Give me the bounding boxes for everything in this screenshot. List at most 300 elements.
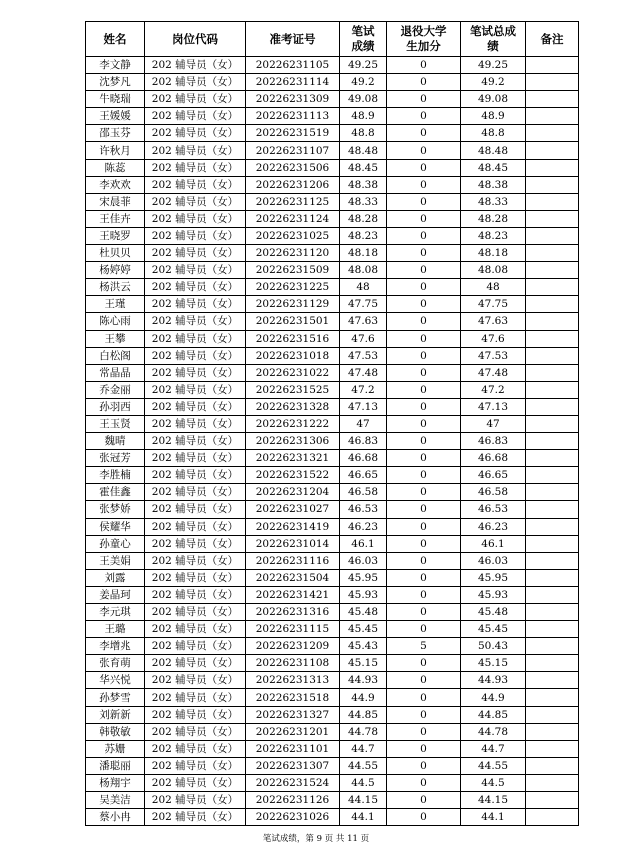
cell-name: 杨洪云 bbox=[86, 279, 145, 296]
cell-name: 张梦娇 bbox=[86, 501, 145, 518]
cell-exam-id: 20226231327 bbox=[246, 706, 340, 723]
cell-written-score: 47.6 bbox=[340, 330, 387, 347]
table-row bbox=[86, 330, 579, 347]
cell-remark bbox=[526, 501, 579, 518]
cell-remark bbox=[526, 740, 579, 757]
table-row bbox=[86, 774, 579, 791]
cell-remark bbox=[526, 484, 579, 501]
cell-written-score: 48.8 bbox=[340, 125, 387, 142]
cell-name: 李增兆 bbox=[86, 638, 145, 655]
table-row bbox=[86, 604, 579, 621]
cell-position: 202 辅导员（女） bbox=[145, 210, 246, 227]
cell-remark bbox=[526, 381, 579, 398]
cell-name: 侯耀华 bbox=[86, 518, 145, 535]
cell-remark bbox=[526, 330, 579, 347]
cell-bonus: 0 bbox=[387, 142, 461, 159]
cell-total: 50.43 bbox=[461, 638, 526, 655]
cell-name: 孙梦雪 bbox=[86, 689, 145, 706]
cell-exam-id: 20226231504 bbox=[246, 569, 340, 586]
cell-remark bbox=[526, 313, 579, 330]
cell-remark bbox=[526, 142, 579, 159]
cell-exam-id: 20226231201 bbox=[246, 723, 340, 740]
cell-position: 202 辅导员（女） bbox=[145, 142, 246, 159]
cell-written-score: 47.48 bbox=[340, 364, 387, 381]
cell-written-score: 47.63 bbox=[340, 313, 387, 330]
cell-name: 刘露 bbox=[86, 569, 145, 586]
cell-total: 48.18 bbox=[461, 245, 526, 262]
cell-exam-id: 20226231129 bbox=[246, 296, 340, 313]
table-row bbox=[86, 415, 579, 432]
cell-bonus: 0 bbox=[387, 809, 461, 826]
table-row bbox=[86, 125, 579, 142]
cell-remark bbox=[526, 604, 579, 621]
cell-bonus: 0 bbox=[387, 621, 461, 638]
cell-total: 44.78 bbox=[461, 723, 526, 740]
cell-bonus: 0 bbox=[387, 210, 461, 227]
header-written-score: 笔试 成绩 bbox=[340, 22, 387, 57]
cell-written-score: 48.48 bbox=[340, 142, 387, 159]
cell-total: 47 bbox=[461, 415, 526, 432]
header-remarks: 备注 bbox=[526, 22, 579, 57]
cell-exam-id: 20226231307 bbox=[246, 757, 340, 774]
table-row bbox=[86, 723, 579, 740]
cell-total: 49.2 bbox=[461, 74, 526, 91]
cell-bonus: 0 bbox=[387, 501, 461, 518]
cell-position: 202 辅导员（女） bbox=[145, 792, 246, 809]
cell-total: 46.23 bbox=[461, 518, 526, 535]
cell-written-score: 47 bbox=[340, 415, 387, 432]
table-row bbox=[86, 809, 579, 826]
cell-remark bbox=[526, 74, 579, 91]
cell-name: 李胜楠 bbox=[86, 467, 145, 484]
cell-written-score: 46.83 bbox=[340, 433, 387, 450]
cell-written-score: 47.13 bbox=[340, 398, 387, 415]
cell-exam-id: 20226231204 bbox=[246, 484, 340, 501]
header-position-code: 岗位代码 bbox=[145, 22, 246, 57]
cell-written-score: 48.28 bbox=[340, 210, 387, 227]
cell-name: 杨婷婷 bbox=[86, 262, 145, 279]
cell-exam-id: 20226231107 bbox=[246, 142, 340, 159]
cell-name: 邵玉芬 bbox=[86, 125, 145, 142]
cell-written-score: 45.15 bbox=[340, 655, 387, 672]
table-row bbox=[86, 757, 579, 774]
table-row bbox=[86, 296, 579, 313]
cell-written-score: 47.2 bbox=[340, 381, 387, 398]
table-row bbox=[86, 433, 579, 450]
cell-name: 霍佳鑫 bbox=[86, 484, 145, 501]
cell-remark bbox=[526, 57, 579, 74]
table-row bbox=[86, 193, 579, 210]
cell-remark bbox=[526, 108, 579, 125]
cell-position: 202 辅导员（女） bbox=[145, 91, 246, 108]
cell-name: 王媛媛 bbox=[86, 108, 145, 125]
cell-name: 陈心雨 bbox=[86, 313, 145, 330]
cell-exam-id: 20226231113 bbox=[246, 108, 340, 125]
cell-exam-id: 20226231516 bbox=[246, 330, 340, 347]
table-row bbox=[86, 586, 579, 603]
cell-name: 白松阁 bbox=[86, 347, 145, 364]
cell-written-score: 46.68 bbox=[340, 450, 387, 467]
cell-written-score: 48.9 bbox=[340, 108, 387, 125]
cell-name: 宋晨菲 bbox=[86, 193, 145, 210]
cell-bonus: 0 bbox=[387, 245, 461, 262]
cell-total: 47.75 bbox=[461, 296, 526, 313]
cell-written-score: 48.38 bbox=[340, 176, 387, 193]
cell-name: 王美娟 bbox=[86, 552, 145, 569]
cell-written-score: 48.23 bbox=[340, 227, 387, 244]
header-row bbox=[86, 22, 579, 57]
cell-name: 陈蕊 bbox=[86, 159, 145, 176]
cell-total: 44.93 bbox=[461, 672, 526, 689]
cell-exam-id: 20226231105 bbox=[246, 57, 340, 74]
cell-bonus: 0 bbox=[387, 450, 461, 467]
cell-name: 乔金丽 bbox=[86, 381, 145, 398]
cell-exam-id: 20226231108 bbox=[246, 655, 340, 672]
cell-remark bbox=[526, 433, 579, 450]
cell-bonus: 0 bbox=[387, 706, 461, 723]
cell-bonus: 0 bbox=[387, 467, 461, 484]
cell-name: 牛晓瑞 bbox=[86, 91, 145, 108]
cell-remark bbox=[526, 518, 579, 535]
cell-exam-id: 20226231025 bbox=[246, 227, 340, 244]
cell-name: 孙羽西 bbox=[86, 398, 145, 415]
cell-total: 49.25 bbox=[461, 57, 526, 74]
cell-written-score: 45.93 bbox=[340, 586, 387, 603]
cell-total: 45.95 bbox=[461, 569, 526, 586]
cell-bonus: 0 bbox=[387, 91, 461, 108]
table-row bbox=[86, 398, 579, 415]
cell-bonus: 0 bbox=[387, 125, 461, 142]
cell-position: 202 辅导员（女） bbox=[145, 415, 246, 432]
table-row bbox=[86, 569, 579, 586]
cell-name: 孙童心 bbox=[86, 535, 145, 552]
cell-position: 202 辅导员（女） bbox=[145, 484, 246, 501]
table-row bbox=[86, 108, 579, 125]
cell-exam-id: 20226231316 bbox=[246, 604, 340, 621]
cell-position: 202 辅导员（女） bbox=[145, 450, 246, 467]
table-row bbox=[86, 535, 579, 552]
cell-bonus: 0 bbox=[387, 347, 461, 364]
cell-bonus: 0 bbox=[387, 193, 461, 210]
cell-exam-id: 20226231321 bbox=[246, 450, 340, 467]
header-exam-id: 准考证号 bbox=[246, 22, 340, 57]
cell-position: 202 辅导员（女） bbox=[145, 262, 246, 279]
cell-written-score: 46.53 bbox=[340, 501, 387, 518]
cell-name: 蔡小冉 bbox=[86, 809, 145, 826]
cell-name: 李欢欢 bbox=[86, 176, 145, 193]
cell-bonus: 0 bbox=[387, 227, 461, 244]
cell-name: 杜贝贝 bbox=[86, 245, 145, 262]
cell-total: 48.33 bbox=[461, 193, 526, 210]
cell-name: 韩敬敏 bbox=[86, 723, 145, 740]
cell-remark bbox=[526, 535, 579, 552]
cell-bonus: 0 bbox=[387, 398, 461, 415]
cell-written-score: 46.23 bbox=[340, 518, 387, 535]
cell-remark bbox=[526, 723, 579, 740]
table-row bbox=[86, 689, 579, 706]
table-row bbox=[86, 740, 579, 757]
cell-written-score: 46.1 bbox=[340, 535, 387, 552]
cell-remark bbox=[526, 586, 579, 603]
cell-exam-id: 20226231309 bbox=[246, 91, 340, 108]
cell-remark bbox=[526, 227, 579, 244]
cell-remark bbox=[526, 809, 579, 826]
table-row bbox=[86, 159, 579, 176]
cell-total: 46.1 bbox=[461, 535, 526, 552]
cell-remark bbox=[526, 621, 579, 638]
cell-name: 李元琪 bbox=[86, 604, 145, 621]
cell-written-score: 46.58 bbox=[340, 484, 387, 501]
table-row bbox=[86, 279, 579, 296]
table-row bbox=[86, 381, 579, 398]
cell-remark bbox=[526, 347, 579, 364]
cell-total: 45.15 bbox=[461, 655, 526, 672]
cell-position: 202 辅导员（女） bbox=[145, 330, 246, 347]
cell-name: 刘新新 bbox=[86, 706, 145, 723]
cell-bonus: 0 bbox=[387, 552, 461, 569]
cell-exam-id: 20226231022 bbox=[246, 364, 340, 381]
cell-written-score: 49.2 bbox=[340, 74, 387, 91]
cell-total: 49.08 bbox=[461, 91, 526, 108]
cell-total: 44.15 bbox=[461, 792, 526, 809]
cell-position: 202 辅导员（女） bbox=[145, 723, 246, 740]
cell-position: 202 辅导员（女） bbox=[145, 313, 246, 330]
cell-total: 47.48 bbox=[461, 364, 526, 381]
cell-exam-id: 20226231506 bbox=[246, 159, 340, 176]
cell-position: 202 辅导员（女） bbox=[145, 398, 246, 415]
cell-exam-id: 20226231014 bbox=[246, 535, 340, 552]
cell-name: 王佳卉 bbox=[86, 210, 145, 227]
cell-bonus: 0 bbox=[387, 484, 461, 501]
cell-position: 202 辅导员（女） bbox=[145, 74, 246, 91]
cell-written-score: 45.48 bbox=[340, 604, 387, 621]
table-row bbox=[86, 467, 579, 484]
cell-exam-id: 20226231026 bbox=[246, 809, 340, 826]
cell-remark bbox=[526, 706, 579, 723]
header-name: 姓名 bbox=[86, 22, 145, 57]
cell-written-score: 44.55 bbox=[340, 757, 387, 774]
cell-position: 202 辅导员（女） bbox=[145, 193, 246, 210]
cell-position: 202 辅导员（女） bbox=[145, 809, 246, 826]
table-row bbox=[86, 484, 579, 501]
cell-bonus: 0 bbox=[387, 159, 461, 176]
cell-remark bbox=[526, 757, 579, 774]
cell-total: 44.1 bbox=[461, 809, 526, 826]
cell-total: 46.65 bbox=[461, 467, 526, 484]
cell-exam-id: 20226231524 bbox=[246, 774, 340, 791]
table-row bbox=[86, 313, 579, 330]
cell-written-score: 47.53 bbox=[340, 347, 387, 364]
cell-bonus: 0 bbox=[387, 655, 461, 672]
cell-position: 202 辅导员（女） bbox=[145, 125, 246, 142]
table-row bbox=[86, 450, 579, 467]
cell-total: 44.7 bbox=[461, 740, 526, 757]
table-row bbox=[86, 501, 579, 518]
cell-exam-id: 20226231116 bbox=[246, 552, 340, 569]
cell-bonus: 0 bbox=[387, 364, 461, 381]
cell-bonus: 0 bbox=[387, 569, 461, 586]
cell-written-score: 46.03 bbox=[340, 552, 387, 569]
cell-bonus: 0 bbox=[387, 586, 461, 603]
cell-position: 202 辅导员（女） bbox=[145, 672, 246, 689]
table-row bbox=[86, 57, 579, 74]
cell-position: 202 辅导员（女） bbox=[145, 604, 246, 621]
cell-written-score: 49.08 bbox=[340, 91, 387, 108]
cell-exam-id: 20226231419 bbox=[246, 518, 340, 535]
cell-position: 202 辅导员（女） bbox=[145, 364, 246, 381]
cell-name: 张冠芳 bbox=[86, 450, 145, 467]
cell-position: 202 辅导员（女） bbox=[145, 381, 246, 398]
cell-bonus: 0 bbox=[387, 723, 461, 740]
table-row bbox=[86, 364, 579, 381]
cell-name: 杨翔宇 bbox=[86, 774, 145, 791]
cell-name: 许秋月 bbox=[86, 142, 145, 159]
cell-written-score: 48.45 bbox=[340, 159, 387, 176]
table-row bbox=[86, 792, 579, 809]
cell-bonus: 0 bbox=[387, 689, 461, 706]
table-row bbox=[86, 518, 579, 535]
table-row bbox=[86, 552, 579, 569]
cell-position: 202 辅导员（女） bbox=[145, 535, 246, 552]
cell-bonus: 0 bbox=[387, 57, 461, 74]
cell-written-score: 49.25 bbox=[340, 57, 387, 74]
cell-exam-id: 20226231125 bbox=[246, 193, 340, 210]
cell-position: 202 辅导员（女） bbox=[145, 245, 246, 262]
cell-exam-id: 20226231306 bbox=[246, 433, 340, 450]
cell-remark bbox=[526, 552, 579, 569]
cell-position: 202 辅导员（女） bbox=[145, 774, 246, 791]
cell-bonus: 0 bbox=[387, 757, 461, 774]
cell-total: 47.63 bbox=[461, 313, 526, 330]
cell-total: 45.45 bbox=[461, 621, 526, 638]
cell-remark bbox=[526, 296, 579, 313]
cell-name: 王玉贤 bbox=[86, 415, 145, 432]
cell-position: 202 辅导员（女） bbox=[145, 655, 246, 672]
table-row bbox=[86, 91, 579, 108]
cell-remark bbox=[526, 638, 579, 655]
table-row bbox=[86, 638, 579, 655]
cell-written-score: 48 bbox=[340, 279, 387, 296]
cell-total: 44.5 bbox=[461, 774, 526, 791]
cell-bonus: 0 bbox=[387, 176, 461, 193]
cell-exam-id: 20226231525 bbox=[246, 381, 340, 398]
cell-total: 47.53 bbox=[461, 347, 526, 364]
cell-written-score: 44.93 bbox=[340, 672, 387, 689]
cell-remark bbox=[526, 176, 579, 193]
cell-written-score: 48.08 bbox=[340, 262, 387, 279]
cell-exam-id: 20226231522 bbox=[246, 467, 340, 484]
page-footer: 笔试成绩，第 9 页 共 11 页 bbox=[262, 834, 370, 844]
cell-remark bbox=[526, 569, 579, 586]
cell-total: 46.83 bbox=[461, 433, 526, 450]
cell-position: 202 辅导员（女） bbox=[145, 706, 246, 723]
cell-remark bbox=[526, 91, 579, 108]
cell-written-score: 44.15 bbox=[340, 792, 387, 809]
cell-remark bbox=[526, 210, 579, 227]
table-row bbox=[86, 142, 579, 159]
cell-exam-id: 20226231519 bbox=[246, 125, 340, 142]
cell-bonus: 0 bbox=[387, 262, 461, 279]
cell-exam-id: 20226231126 bbox=[246, 792, 340, 809]
cell-bonus: 0 bbox=[387, 330, 461, 347]
cell-remark bbox=[526, 262, 579, 279]
cell-position: 202 辅导员（女） bbox=[145, 176, 246, 193]
cell-position: 202 辅导员（女） bbox=[145, 552, 246, 569]
cell-written-score: 45.95 bbox=[340, 569, 387, 586]
cell-position: 202 辅导员（女） bbox=[145, 433, 246, 450]
cell-written-score: 47.75 bbox=[340, 296, 387, 313]
cell-bonus: 0 bbox=[387, 433, 461, 450]
cell-name: 常晶晶 bbox=[86, 364, 145, 381]
cell-exam-id: 20226231328 bbox=[246, 398, 340, 415]
cell-bonus: 0 bbox=[387, 74, 461, 91]
cell-total: 47.2 bbox=[461, 381, 526, 398]
cell-remark bbox=[526, 689, 579, 706]
cell-exam-id: 20226231421 bbox=[246, 586, 340, 603]
table-row bbox=[86, 74, 579, 91]
cell-position: 202 辅导员（女） bbox=[145, 501, 246, 518]
cell-written-score: 45.45 bbox=[340, 621, 387, 638]
header-bonus: 退役大学 生加分 bbox=[387, 22, 461, 57]
cell-total: 48.48 bbox=[461, 142, 526, 159]
cell-bonus: 0 bbox=[387, 313, 461, 330]
cell-exam-id: 20226231509 bbox=[246, 262, 340, 279]
cell-exam-id: 20226231225 bbox=[246, 279, 340, 296]
cell-remark bbox=[526, 159, 579, 176]
cell-total: 48.8 bbox=[461, 125, 526, 142]
cell-name: 姜晶珂 bbox=[86, 586, 145, 603]
cell-exam-id: 20226231501 bbox=[246, 313, 340, 330]
cell-position: 202 辅导员（女） bbox=[145, 279, 246, 296]
cell-remark bbox=[526, 245, 579, 262]
cell-position: 202 辅导员（女） bbox=[145, 227, 246, 244]
cell-name: 王瑾 bbox=[86, 296, 145, 313]
cell-total: 48.45 bbox=[461, 159, 526, 176]
cell-total: 46.03 bbox=[461, 552, 526, 569]
cell-total: 48.08 bbox=[461, 262, 526, 279]
cell-exam-id: 20226231313 bbox=[246, 672, 340, 689]
cell-remark bbox=[526, 364, 579, 381]
cell-exam-id: 20226231114 bbox=[246, 74, 340, 91]
cell-written-score: 44.9 bbox=[340, 689, 387, 706]
cell-total: 47.6 bbox=[461, 330, 526, 347]
cell-bonus: 0 bbox=[387, 518, 461, 535]
cell-exam-id: 20226231124 bbox=[246, 210, 340, 227]
cell-position: 202 辅导员（女） bbox=[145, 108, 246, 125]
cell-written-score: 44.7 bbox=[340, 740, 387, 757]
cell-bonus: 0 bbox=[387, 672, 461, 689]
table-row bbox=[86, 672, 579, 689]
cell-written-score: 46.65 bbox=[340, 467, 387, 484]
cell-remark bbox=[526, 450, 579, 467]
cell-exam-id: 20226231206 bbox=[246, 176, 340, 193]
cell-written-score: 48.18 bbox=[340, 245, 387, 262]
cell-written-score: 45.43 bbox=[340, 638, 387, 655]
cell-remark bbox=[526, 415, 579, 432]
cell-total: 47.13 bbox=[461, 398, 526, 415]
cell-bonus: 0 bbox=[387, 296, 461, 313]
cell-remark bbox=[526, 672, 579, 689]
cell-remark bbox=[526, 125, 579, 142]
cell-bonus: 0 bbox=[387, 415, 461, 432]
cell-position: 202 辅导员（女） bbox=[145, 467, 246, 484]
header-total: 笔试总成 绩 bbox=[461, 22, 526, 57]
cell-total: 46.58 bbox=[461, 484, 526, 501]
cell-exam-id: 20226231518 bbox=[246, 689, 340, 706]
cell-remark bbox=[526, 279, 579, 296]
table-row bbox=[86, 245, 579, 262]
cell-position: 202 辅导员（女） bbox=[145, 586, 246, 603]
